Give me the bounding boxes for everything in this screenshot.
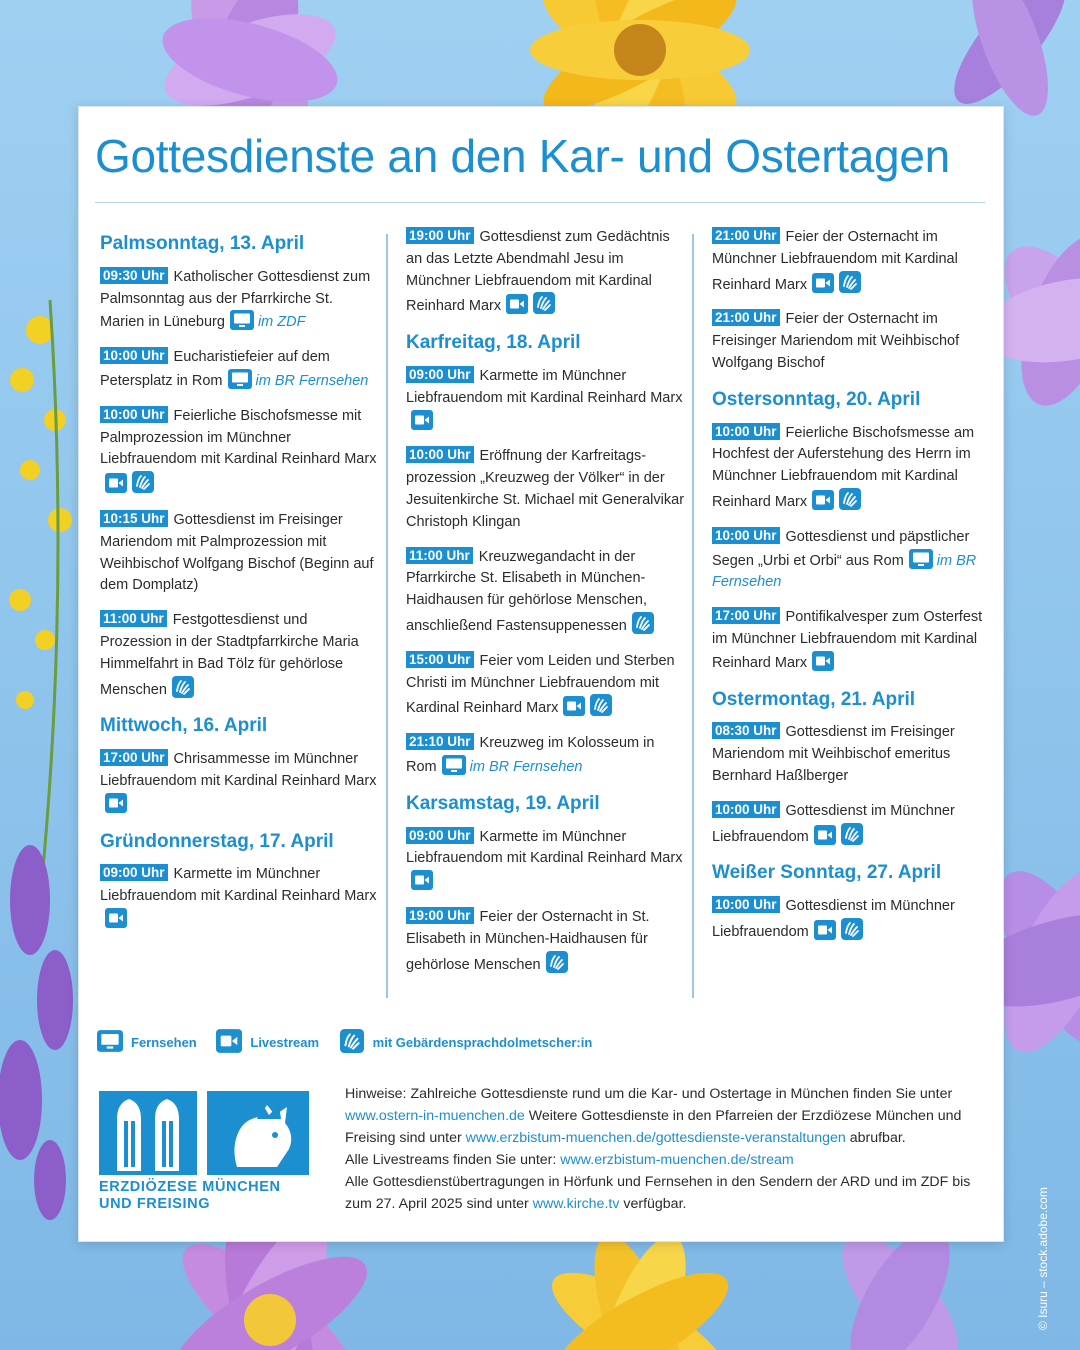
livestream-camera-icon: [506, 294, 528, 314]
event-description: Feier der Osternacht in St. Elisabeth in München-Haidhausen für gehörlose Menschen: [406, 909, 650, 973]
title-divider: [95, 202, 985, 203]
livestream-camera-icon: [105, 793, 127, 813]
day-heading: Palmsonntag, 13. April: [100, 233, 305, 254]
event-entry: [100, 749, 380, 816]
event-description: Gottesdienst zum Gedächtnis an das Letzte Abendmahl Jesu im Münchner Liebfrauendom mit Kardinal Reinhard Marx: [406, 229, 670, 315]
day-heading: Ostersonntag, 20. April: [712, 388, 921, 410]
archdiocese-logo: [99, 1091, 311, 1221]
sign-language-icon: [839, 488, 861, 510]
legend: [97, 1029, 608, 1053]
legend-sign-label: mit Gebärdensprachdolmetscher:in: [372, 1035, 593, 1050]
event-entry: [406, 651, 686, 720]
sign-language-icon: [590, 694, 612, 716]
event-time-badge: 10:00 Uhr: [100, 406, 168, 423]
sign-language-icon: [533, 292, 555, 314]
event-description: Gottesdienst im Münchner Liebfrauendom: [712, 802, 955, 845]
event-description: Feier der Osternacht im Freisinger Mariendom mit Weihbischof Wolfgang Bischof: [712, 311, 960, 371]
event-time-badge: 09:30 Uhr: [100, 267, 168, 284]
link-stream[interactable]: www.erzbistum-muenchen.de/stream: [560, 1152, 794, 1168]
event-entry: [100, 510, 380, 597]
event-entry: [406, 446, 686, 533]
event-description: Karmette im Münchner Liebfrauendom mit Kardinal Reinhard Marx: [100, 866, 377, 905]
event-time-badge: 08:30 Uhr: [712, 722, 780, 739]
event-time-badge: 11:00 Uhr: [406, 547, 473, 564]
event-entry: [100, 864, 380, 931]
event-entry: [712, 722, 992, 787]
event-description: Feier der Osternacht im Münchner Liebfrauendom mit Kardinal Reinhard Marx: [712, 229, 958, 293]
livestream-camera-icon: [411, 870, 433, 890]
event-entry: [712, 423, 992, 514]
event-time-badge: 11:00 Uhr: [100, 610, 167, 627]
schedule-card: [78, 106, 1004, 1242]
logo-mark: [99, 1091, 311, 1177]
livestream-camera-icon: [812, 273, 834, 293]
event-time-badge: 15:00 Uhr: [406, 651, 474, 668]
event-description: Eröffnung der Karfreitags-prozession „Kreuzweg der Völker“ in der Jesuitenkirche St. Michael mit Generalvikar Christoph Klingan: [406, 448, 685, 530]
day-heading: Karsamstag, 19. April: [406, 792, 600, 814]
event-entry: [406, 827, 686, 894]
event-entry: [712, 801, 992, 849]
logo-line-2: UND FREISING: [99, 1196, 211, 1212]
tv-icon: [228, 369, 252, 389]
event-description: Kreuzwegandacht in der Pfarrkirche St. Elisabeth in München-Haidhausen für gehörlose Menschen, anschließend Fastensuppenessen: [406, 548, 648, 634]
event-time-badge: 19:00 Uhr: [406, 227, 474, 244]
event-time-badge: 17:00 Uhr: [100, 749, 168, 766]
event-time-badge: 21:10 Uhr: [406, 733, 474, 750]
column-divider: [692, 234, 694, 998]
tv-icon: [97, 1029, 123, 1053]
event-entry: [712, 896, 992, 944]
sign-language-icon: [632, 612, 654, 634]
sign-language-icon: [172, 676, 194, 698]
logo-line-1: ERZDIÖZESE MÜNCHEN: [99, 1179, 281, 1195]
hints-text: [345, 1083, 985, 1215]
sign-language-icon: [839, 271, 861, 293]
event-description: Chrisammesse im Münchner Liebfrauendom mit Kardinal Reinhard Marx: [100, 751, 377, 790]
legend-tv-label: Fernsehen: [131, 1035, 197, 1050]
event-description: Festgottesdienst und Prozession in der Stadtpfarrkirche Maria Himmelfahrt in Bad Tölz für gehörlose Menschen: [100, 612, 359, 698]
sign-language-icon: [841, 823, 863, 845]
event-description: Katholischer Gottesdienst zum Palmsonntag aus der Pfarrkirche St. Marien in Lüneburg: [100, 268, 371, 331]
event-entry: [406, 366, 686, 433]
page-title: Gottesdienste an den Kar- und Ostertagen: [95, 130, 950, 182]
logo-text: [99, 1179, 281, 1213]
day-heading: Karfreitag, 18. April: [406, 332, 581, 354]
event-time-badge: 10:15 Uhr: [100, 510, 168, 527]
event-time-badge: 09:00 Uhr: [100, 864, 168, 881]
hint-text: verfügbar.: [619, 1196, 687, 1212]
event-entry: [406, 547, 686, 638]
photo-credit: © Isuru – stock.adobe.com: [1036, 1187, 1050, 1330]
event-time-badge: 10:00 Uhr: [406, 446, 474, 463]
event-description: Gottesdienst im Münchner Liebfrauendom: [712, 898, 955, 941]
day-heading: Mittwoch, 16. April: [100, 715, 268, 737]
event-entry: [406, 733, 686, 779]
livestream-camera-icon: [105, 908, 127, 928]
event-time-badge: 10:00 Uhr: [712, 801, 780, 818]
event-description: Eucharistiefeier auf dem Petersplatz in Rom: [100, 349, 330, 390]
legend-sign: [339, 1029, 593, 1053]
event-entry: [406, 907, 686, 976]
livestream-camera-icon: [216, 1029, 242, 1053]
hint-text: Alle Livestreams finden Sie unter:: [345, 1152, 561, 1168]
hint-text: Hinweise: Zahlreiche Gottesdienste rund um die Kar- und Ostertage in München finden Sie unter: [345, 1086, 953, 1102]
sign-language-icon: [546, 951, 568, 973]
column-divider: [386, 234, 388, 998]
event-entry: [100, 406, 380, 497]
event-description: Feierliche Bischofsmesse mit Palmprozession im Münchner Liebfrauendom mit Kardinal Reinhard Marx: [100, 407, 377, 468]
event-description: Pontifikalvesper zum Osterfest im Münchner Liebfrauendom mit Kardinal Reinhard Marx: [712, 609, 983, 671]
tv-channel-note: im ZDF: [257, 314, 306, 331]
schedule-column-2: [406, 227, 686, 989]
event-entry: [100, 347, 380, 393]
hint-text: Alle Gottesdienstübertragungen in Hörfunk und Fernsehen in den Sendern der ARD und im ZDF bis zum 27. April 2025 sind unter: [345, 1174, 971, 1212]
day-heading: Ostermontag, 21. April: [712, 688, 916, 710]
livestream-camera-icon: [814, 920, 836, 940]
legend-stream: [216, 1029, 319, 1053]
event-entry: [100, 610, 380, 701]
event-entry: [712, 527, 992, 594]
event-time-badge: 09:00 Uhr: [406, 366, 474, 383]
event-time-badge: 19:00 Uhr: [406, 907, 474, 924]
event-description: Karmette im Münchner Liebfrauendom mit Kardinal Reinhard Marx: [406, 368, 683, 406]
legend-stream-label: Livestream: [250, 1035, 320, 1050]
event-entry: [100, 267, 380, 334]
event-time-badge: 21:00 Uhr: [712, 309, 780, 326]
tv-channel-note: im BR Fernsehen: [712, 552, 977, 591]
event-description: Feierliche Bischofsmesse am Hochfest der Auferstehung des Herrn im Münchner Liebfrauendom mit Kardinal Reinhard Marx: [712, 424, 975, 511]
tv-channel-note: im BR Fernsehen: [255, 373, 369, 390]
link-ostern-in-muenchen[interactable]: www.ostern-in-muenchen.de: [345, 1108, 525, 1124]
event-description: Gottesdienst und päpstlicher Segen „Urbi et Orbi“ aus Rom: [712, 528, 970, 569]
event-entry: [712, 607, 992, 674]
event-time-badge: 10:00 Uhr: [712, 423, 780, 440]
hint-text: Weitere Gottesdienste in den Pfarreien der Erzdiözese München und Freising sind unter: [345, 1108, 962, 1146]
link-gottesdienste-veranstaltungen[interactable]: www.erzbistum-muenchen.de/gottesdienste-veranstaltungen: [465, 1130, 846, 1146]
livestream-camera-icon: [812, 651, 834, 671]
livestream-camera-icon: [563, 696, 585, 716]
sign-language-icon: [339, 1029, 365, 1053]
tv-icon: [909, 549, 933, 569]
event-entry: [406, 227, 686, 318]
sign-language-icon: [841, 918, 863, 940]
schedule-column-1: [100, 227, 380, 945]
event-time-badge: 17:00 Uhr: [712, 607, 780, 624]
day-heading: Weißer Sonntag, 27. April: [712, 862, 942, 884]
sign-language-icon: [132, 471, 154, 493]
livestream-camera-icon: [411, 410, 433, 430]
tv-channel-note: im BR Fernsehen: [469, 758, 583, 775]
event-time-badge: 09:00 Uhr: [406, 827, 474, 844]
day-heading: Gründonnerstag, 17. April: [100, 830, 334, 852]
event-description: Kreuzweg im Kolosseum in Rom: [406, 735, 655, 775]
event-entry: [712, 227, 992, 296]
legend-tv: [97, 1029, 197, 1053]
livestream-camera-icon: [812, 490, 834, 510]
tv-icon: [442, 755, 466, 775]
event-description: Gottesdienst im Freisinger Mariendom mit Weihbischof emeritus Bernhard Haßlberger: [712, 724, 955, 785]
hint-text: abrufbar.: [845, 1130, 906, 1146]
event-time-badge: 10:00 Uhr: [712, 527, 780, 544]
event-time-badge: 10:00 Uhr: [100, 347, 168, 364]
event-description: Gottesdienst im Freisinger Mariendom mit Palmprozession mit Weihbischof Wolfgang Bischof (Beginn auf dem Domplatz): [100, 512, 374, 594]
livestream-camera-icon: [105, 473, 127, 493]
tv-icon: [230, 310, 254, 330]
event-description: Feier vom Leiden und Sterben Christi im Münchner Liebfrauendom mit Kardinal Reinhard Marx: [406, 652, 675, 717]
link-kirche-tv[interactable]: www.kirche.tv: [532, 1196, 620, 1212]
event-description: Karmette im Münchner Liebfrauendom mit Kardinal Reinhard Marx: [406, 828, 683, 867]
livestream-camera-icon: [814, 825, 836, 845]
event-entry: [712, 309, 992, 374]
event-time-badge: 10:00 Uhr: [712, 896, 780, 913]
event-time-badge: 21:00 Uhr: [712, 227, 780, 244]
schedule-column-3: [712, 227, 992, 957]
